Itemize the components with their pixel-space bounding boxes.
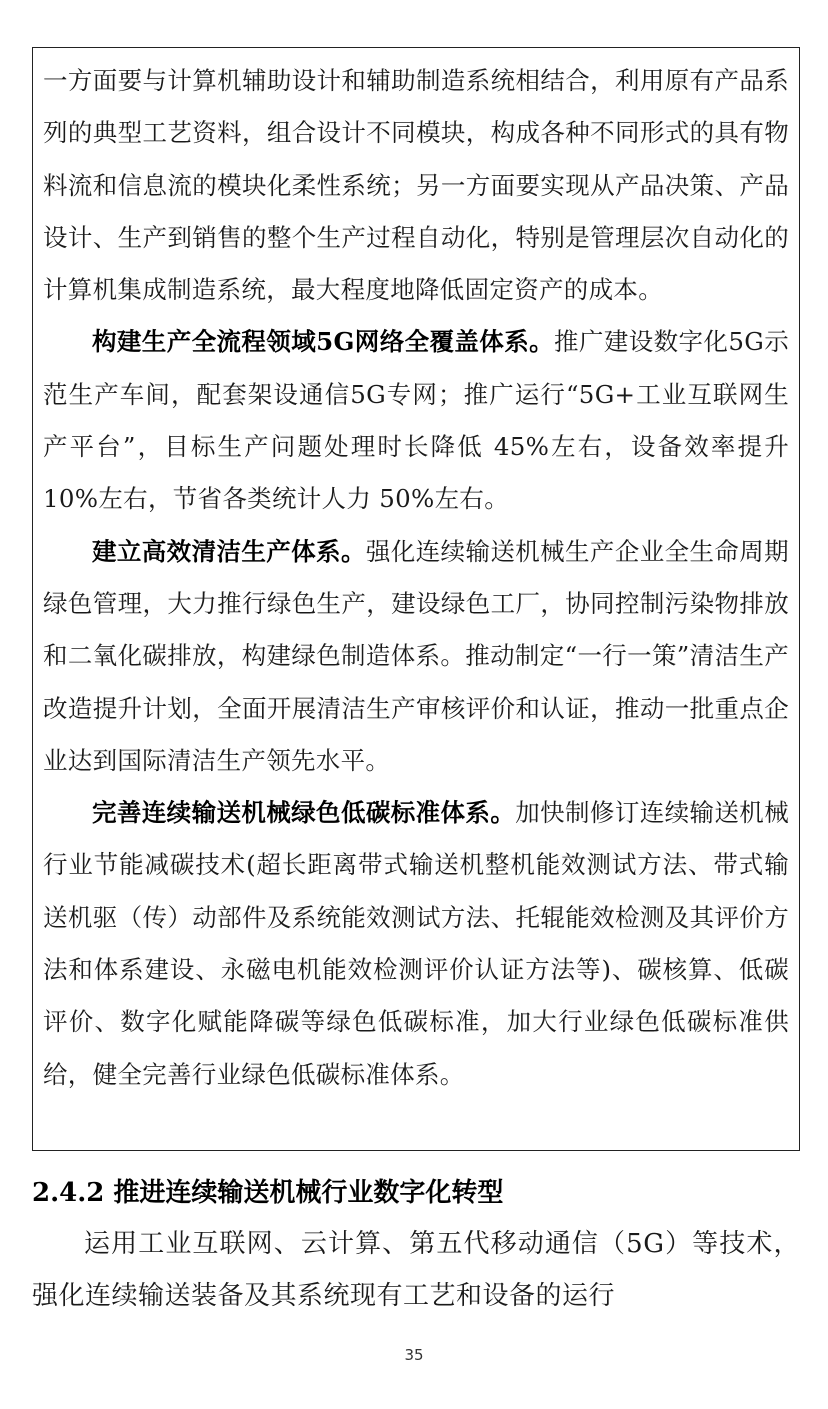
box-paragraph-3: [43, 526, 789, 787]
paragraph-2-body: 推广建设数字化5G示范生产车间，配套架设通信5G专网；推广运行“5G+工业互联网生产平台”，目标生产问题处理时长降低 45%左右，设备效率提升 10%左右，节省各类统计人力 50%左右。: [43, 327, 789, 514]
box-paragraph-4: [43, 787, 789, 1101]
paragraph-4-title: 完善连续输送机械绿色低碳标准体系。: [92, 798, 516, 828]
paragraph-4-body: 加快制修订连续输送机械行业节能减碳技术(超长距离带式输送机整机能效测试方法、带式输送机驱（传）动部件及系统能效测试方法、托辊能效检测及其评价方法和体系建设、永磁电机能效检测评价认证方法等)、碳核算、低碳评价、数字化赋能降碳等绿色低碳标准，加大行业绿色低碳标准供给，健全完善行业绿色低碳标准体系。: [43, 798, 789, 1089]
section-body-paragraph: 运用工业互联网、云计算、第五代移动通信（5G）等技术，强化连续输送装备及其系统现有工艺和设备的运行: [32, 1229, 800, 1311]
paragraph-2-title: 构建生产全流程领域5G网络全覆盖体系。: [92, 327, 555, 357]
section-heading: 2.4.2 推进连续输送机械行业数字化转型: [32, 1178, 504, 1208]
box-paragraph-1: 一方面要与计算机辅助设计和辅助制造系统相结合，利用原有产品系列的典型工艺资料，组合设计不同模块，构成各种不同形式的具有物料流和信息流的模块化柔性系统；另一方面要实现从产品决策、产品设计、生产到销售的整个生产过程自动化，特别是管理层次自动化的计算机集成制造系统，最大程度地降低固定资产的成本。: [43, 66, 789, 305]
page-number: 35: [404, 1346, 424, 1364]
box-paragraph-2: [43, 316, 789, 525]
paragraph-3-title: 建立高效清洁生产体系。: [92, 536, 366, 566]
bordered-text-box: [32, 47, 800, 1151]
paragraph-3-body: 强化连续输送机械生产企业全生命周期绿色管理，大力推行绿色生产，建设绿色工厂，协同控制污染物排放和二氧化碳排放，构建绿色制造体系。推动制定“一行一策”清洁生产改造提升计划，全面开展清洁生产审核评价和认证，推动一批重点企业达到国际清洁生产领先水平。: [43, 536, 789, 775]
